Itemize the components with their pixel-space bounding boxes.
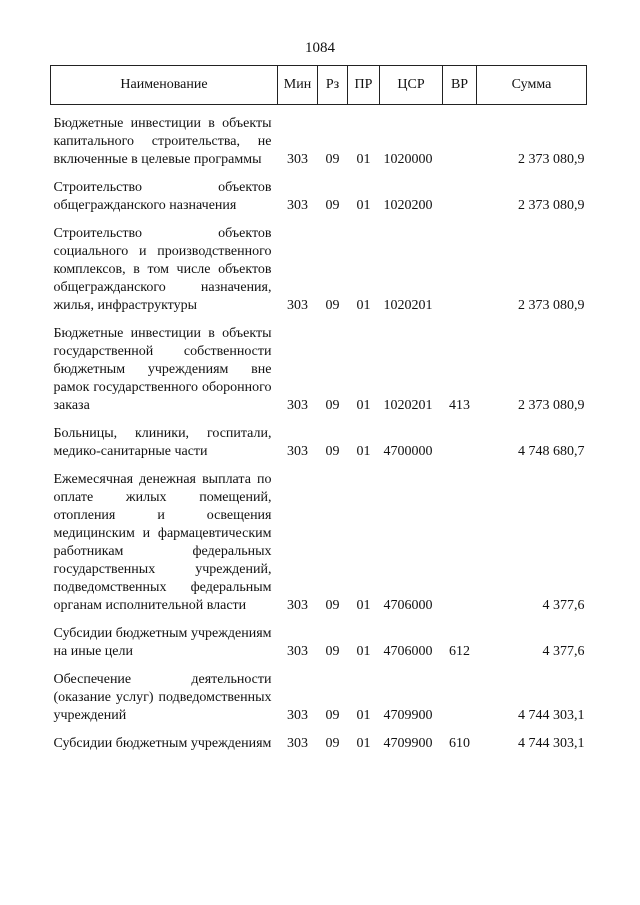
row-csr: 4709900 bbox=[383, 708, 433, 723]
row-pr: 01 bbox=[356, 398, 371, 413]
row-pr: 01 bbox=[356, 736, 371, 751]
row-min: 303 bbox=[287, 644, 308, 659]
row-min: 303 bbox=[287, 708, 308, 723]
row-name: Бюджетные инвестиции в объекты государственной собственности бюджетным учреждениям вне рамок государственного оборонного заказа bbox=[53, 326, 272, 413]
header-row bbox=[51, 66, 587, 105]
row-csr: 1020201 bbox=[383, 398, 433, 413]
row-pr: 01 bbox=[356, 444, 371, 459]
row-sum: 2 373 080,9 bbox=[518, 198, 585, 213]
table-row bbox=[51, 169, 587, 215]
row-rz: 09 bbox=[325, 598, 340, 613]
budget-table bbox=[50, 65, 587, 753]
row-name: Больницы, клиники, госпитали, медико-санитарные части bbox=[53, 426, 272, 459]
header-vr: ВР bbox=[443, 66, 477, 105]
header-name: Наименование bbox=[51, 66, 278, 105]
row-min: 303 bbox=[287, 298, 308, 313]
table-row bbox=[51, 315, 587, 415]
row-sum: 4 744 303,1 bbox=[518, 736, 585, 751]
table-row bbox=[51, 615, 587, 661]
row-sum: 4 377,6 bbox=[542, 598, 585, 613]
page-number: 1084 bbox=[305, 40, 335, 56]
header-pr: ПР bbox=[348, 66, 380, 105]
row-sum: 4 377,6 bbox=[542, 644, 585, 659]
header-sum: Сумма bbox=[477, 66, 587, 105]
row-csr: 1020201 bbox=[383, 298, 433, 313]
row-vr bbox=[443, 661, 477, 725]
row-rz: 09 bbox=[325, 398, 340, 413]
header-rz: Рз bbox=[318, 66, 348, 105]
table-row bbox=[51, 415, 587, 461]
row-min: 303 bbox=[287, 736, 308, 751]
table-row bbox=[51, 461, 587, 615]
row-csr: 4706000 bbox=[383, 598, 433, 613]
row-sum: 2 373 080,9 bbox=[518, 298, 585, 313]
row-pr: 01 bbox=[356, 708, 371, 723]
row-vr bbox=[443, 105, 477, 170]
table-row bbox=[51, 215, 587, 315]
row-csr: 4700000 bbox=[383, 444, 433, 459]
row-name: Субсидии бюджетным учреждениям bbox=[53, 736, 272, 751]
row-sum: 4 748 680,7 bbox=[518, 444, 585, 459]
row-name: Строительство объектов социального и производственного комплексов, в том числе объектов общегражданского назначения, жилья, инфраструктуры bbox=[53, 226, 272, 313]
table-row bbox=[51, 725, 587, 753]
row-name: Строительство объектов общегражданского назначения bbox=[53, 180, 272, 213]
row-sum: 2 373 080,9 bbox=[518, 152, 585, 167]
row-pr: 01 bbox=[356, 644, 371, 659]
row-csr: 1020000 bbox=[383, 152, 433, 167]
row-pr: 01 bbox=[356, 298, 371, 313]
table-row bbox=[51, 661, 587, 725]
row-rz: 09 bbox=[325, 152, 340, 167]
row-rz: 09 bbox=[325, 708, 340, 723]
row-name: Субсидии бюджетным учреждениям на иные цели bbox=[53, 626, 272, 659]
row-vr bbox=[443, 461, 477, 615]
row-min: 303 bbox=[287, 152, 308, 167]
row-csr: 4706000 bbox=[383, 644, 433, 659]
row-min: 303 bbox=[287, 398, 308, 413]
row-rz: 09 bbox=[325, 644, 340, 659]
header-min: Мин bbox=[278, 66, 318, 105]
row-rz: 09 bbox=[325, 444, 340, 459]
row-csr: 1020200 bbox=[383, 198, 433, 213]
row-sum: 4 744 303,1 bbox=[518, 708, 585, 723]
row-vr: 413 bbox=[449, 398, 470, 413]
row-rz: 09 bbox=[325, 298, 340, 313]
row-pr: 01 bbox=[356, 598, 371, 613]
row-min: 303 bbox=[287, 444, 308, 459]
row-vr bbox=[443, 169, 477, 215]
row-pr: 01 bbox=[356, 152, 371, 167]
row-vr: 612 bbox=[449, 644, 470, 659]
row-name: Ежемесячная денежная выплата по оплате жилых помещений, отопления и освещения медицинским и фармацевтическим работникам федеральных государственных учреждений, подведомственных федеральным органам исполнительной власти bbox=[53, 472, 272, 613]
row-rz: 09 bbox=[325, 198, 340, 213]
header-csr: ЦСР bbox=[380, 66, 443, 105]
row-vr bbox=[443, 215, 477, 315]
row-pr: 01 bbox=[356, 198, 371, 213]
row-min: 303 bbox=[287, 598, 308, 613]
row-sum: 2 373 080,9 bbox=[518, 398, 585, 413]
row-csr: 4709900 bbox=[383, 736, 433, 751]
row-vr: 610 bbox=[449, 736, 470, 751]
row-vr bbox=[443, 415, 477, 461]
row-name: Обеспечение деятельности (оказание услуг) подведомственных учреждений bbox=[53, 672, 272, 723]
row-name: Бюджетные инвестиции в объекты капитального строительства, не включенные в целевые программы bbox=[53, 116, 272, 167]
table-row bbox=[51, 105, 587, 170]
row-min: 303 bbox=[287, 198, 308, 213]
row-rz: 09 bbox=[325, 736, 340, 751]
